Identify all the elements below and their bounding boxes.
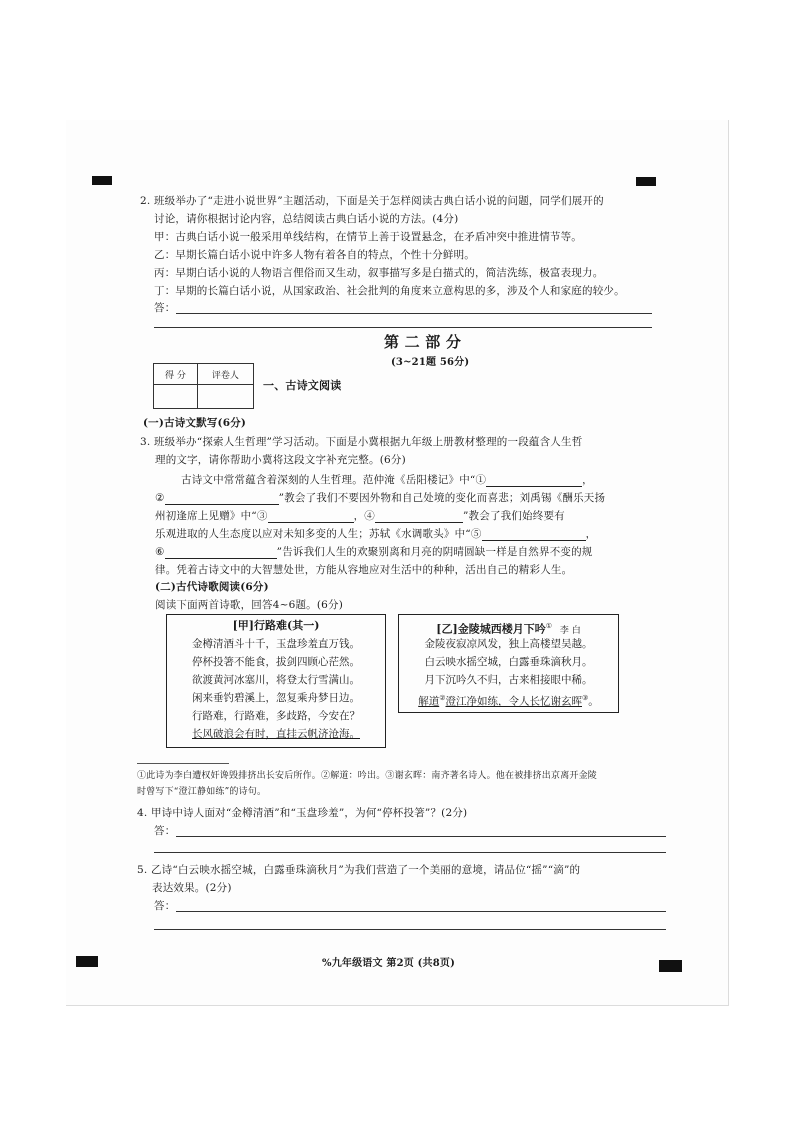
- q5-stem-line2: 表达效果。(2分): [152, 882, 232, 894]
- q4-answer-line-1[interactable]: [176, 836, 666, 837]
- q3-para-line6: 律。凭着古诗文中的大智慧处世，方能从容地应对生活中的种种，活出自己的精彩人生。: [155, 564, 573, 576]
- poem-jia-line: 金樽清酒斗十千，玉盘珍羞直万钱。: [192, 638, 360, 650]
- q2-speaker-jia: 甲：古典白话小说一般采用单线结构，在情节上善于设置悬念，在矛盾冲突中推进情节等。: [154, 231, 582, 243]
- blank-1[interactable]: [486, 475, 582, 487]
- footnote-ref-1: ①: [545, 622, 552, 630]
- poem-yi-title-row: [399, 619, 618, 638]
- score-cell[interactable]: [154, 385, 198, 409]
- page-footer: %九年级语文 第2页 (共8页): [322, 958, 456, 969]
- q3-stem-line1: 3. 班级举办“探索人生哲理”学习活动。下面是小冀根据九年级上册教材整理的一段蕴含人生哲: [140, 436, 583, 448]
- part2-range: (3~21题 56分): [391, 357, 470, 368]
- q2-stem-line2: 讨论，请你根据讨论内容，总结阅读古典白话小说的方法。(4分): [154, 213, 459, 225]
- footnote-divider: [137, 763, 229, 764]
- subsection-recitation: (一)古诗文默写(6分): [143, 417, 247, 429]
- q2-answer-line-1[interactable]: [176, 313, 652, 314]
- q4-answer-line-2[interactable]: [154, 852, 666, 853]
- registration-mark-top-left: [92, 176, 112, 185]
- poem-jia-line: 闲来垂钓碧溪上，忽复乘舟梦日边。: [192, 692, 360, 704]
- poem-jia-line: 欲渡黄河冰塞川，将登太行雪满山。: [192, 674, 360, 686]
- q3-para-line1: 古诗文中常常蕴含着深刻的人生哲理。范仲淹《岳阳楼记》中“① ，: [181, 474, 593, 486]
- poem-yi-line: 金陵夜寂凉风发，独上高楼望吴越。: [424, 638, 593, 650]
- poem-yi-line-last: 解道②澄江净如练，令人长忆谢玄晖③。: [418, 694, 599, 708]
- q3-para-line4: 乐观进取的人生态度以应对未知多变的人生；苏轼《水调歌头》中“⑤ ，: [155, 528, 597, 540]
- registration-mark-bottom-left: [76, 956, 98, 967]
- grader-cell[interactable]: [197, 385, 253, 409]
- footnote-line1: ①此诗为李白遭权奸谗毁排挤出长安后所作。②解道：吟出。③谢玄晖：南齐著名诗人。他在被排挤出京离开金陵: [137, 771, 598, 781]
- blank-3[interactable]: [268, 511, 354, 523]
- poem-yi-line: 白云映水摇空城，白露垂珠滴秋月。: [424, 656, 593, 668]
- q2-speaker-yi: 乙：早期长篇白话小说中许多人物有着各自的特点，个性十分鲜明。: [154, 249, 475, 261]
- registration-mark-top-right: [636, 177, 656, 186]
- subsection-poetry: (二)古代诗歌阅读(6分): [155, 581, 269, 593]
- blank-6[interactable]: [165, 547, 277, 559]
- q5-stem-line1: 5. 乙诗“白云映水摇空城，白露垂珠滴秋月”为我们营造了一个美丽的意境，请品位“摇”“滴”的: [137, 864, 581, 876]
- q2-speaker-ding: 丁：早期的长篇白话小说，从国家政治、社会批判的角度来立意构思的多，涉及个人和家庭的较少。: [154, 285, 625, 297]
- q2-answer-line-2[interactable]: [154, 327, 652, 328]
- q4-stem: 4. 甲诗中诗人面对“金樽清酒”和“玉盘珍羞”，为何“停杯投箸”？(2分): [137, 807, 468, 819]
- q3-stem-line2: 理的文字，请你帮助小冀将这段文字补充完整。(6分): [155, 454, 406, 466]
- blank-5[interactable]: [482, 529, 586, 541]
- blank-2[interactable]: [165, 493, 279, 505]
- q2-answer-label: 答：: [154, 302, 176, 314]
- footnote-line2: 时曾写下“澄江静如练”的诗句。: [137, 787, 267, 797]
- poem-yi-author: 李 白: [559, 625, 581, 636]
- poetry-reading-intro: 阅读下面两首诗歌，回答4~6题。(6分): [155, 599, 344, 611]
- footnote-ref-2: ②: [439, 694, 446, 702]
- poem-yi-title: [乙]金陵城西楼月下吟: [436, 622, 546, 636]
- q2-speaker-bing: 丙：早期白话小说的人物语言俚俗而又生动，叙事描写多是白描式的，简洁洗练，极富表现力。: [154, 267, 604, 279]
- q3-para-line2: ② ”教会了我们不要因外物和自己处境的变化而喜悲；刘禹锡《酬乐天扬: [155, 492, 606, 504]
- footnote-ref-3: ③: [582, 694, 589, 702]
- blank-4[interactable]: [375, 511, 463, 523]
- q2-stem-line1: 2. 班级举办了“走进小说世界”主题活动，下面是关于怎样阅读古典白话小说的问题，同学们展开的: [140, 195, 604, 207]
- poem-jia-line: 行路难，行路难，多歧路，今安在？: [192, 710, 360, 722]
- q3-para-line3: 州初逢席上见赠》中“③ ，④ ”教会了我们始终要有: [155, 510, 565, 522]
- part2-title: 第 二 部 分: [384, 333, 462, 351]
- poem-jia-line: 长风破浪会有时，直挂云帆济沧海。: [192, 728, 360, 740]
- q5-answer-line-1[interactable]: [176, 911, 666, 912]
- q3-para-line5: ⑥ ”告诉我们人生的欢聚别离和月亮的阴晴圆缺一样是自然界不变的规: [155, 546, 593, 558]
- q5-answer-line-2[interactable]: [154, 929, 666, 930]
- poem-box-yi: [398, 614, 619, 713]
- section-title-classical: 一、古诗文阅读: [263, 379, 342, 392]
- poem-box-jia: [166, 614, 386, 748]
- score-header: 得 分: [154, 364, 198, 385]
- poem-jia-line: 停杯投箸不能食，拔剑四顾心茫然。: [192, 656, 360, 668]
- q4-answer-label: 答：: [154, 825, 176, 837]
- registration-mark-bottom-right: [659, 960, 682, 972]
- score-table: [153, 363, 254, 409]
- grader-header: 评卷人: [197, 364, 253, 385]
- poem-yi-line: 月下沉吟久不归，古来相接眼中稀。: [424, 674, 593, 686]
- poem-jia-title: [甲]行路难(其一): [232, 619, 320, 632]
- q5-answer-label: 答：: [154, 900, 176, 912]
